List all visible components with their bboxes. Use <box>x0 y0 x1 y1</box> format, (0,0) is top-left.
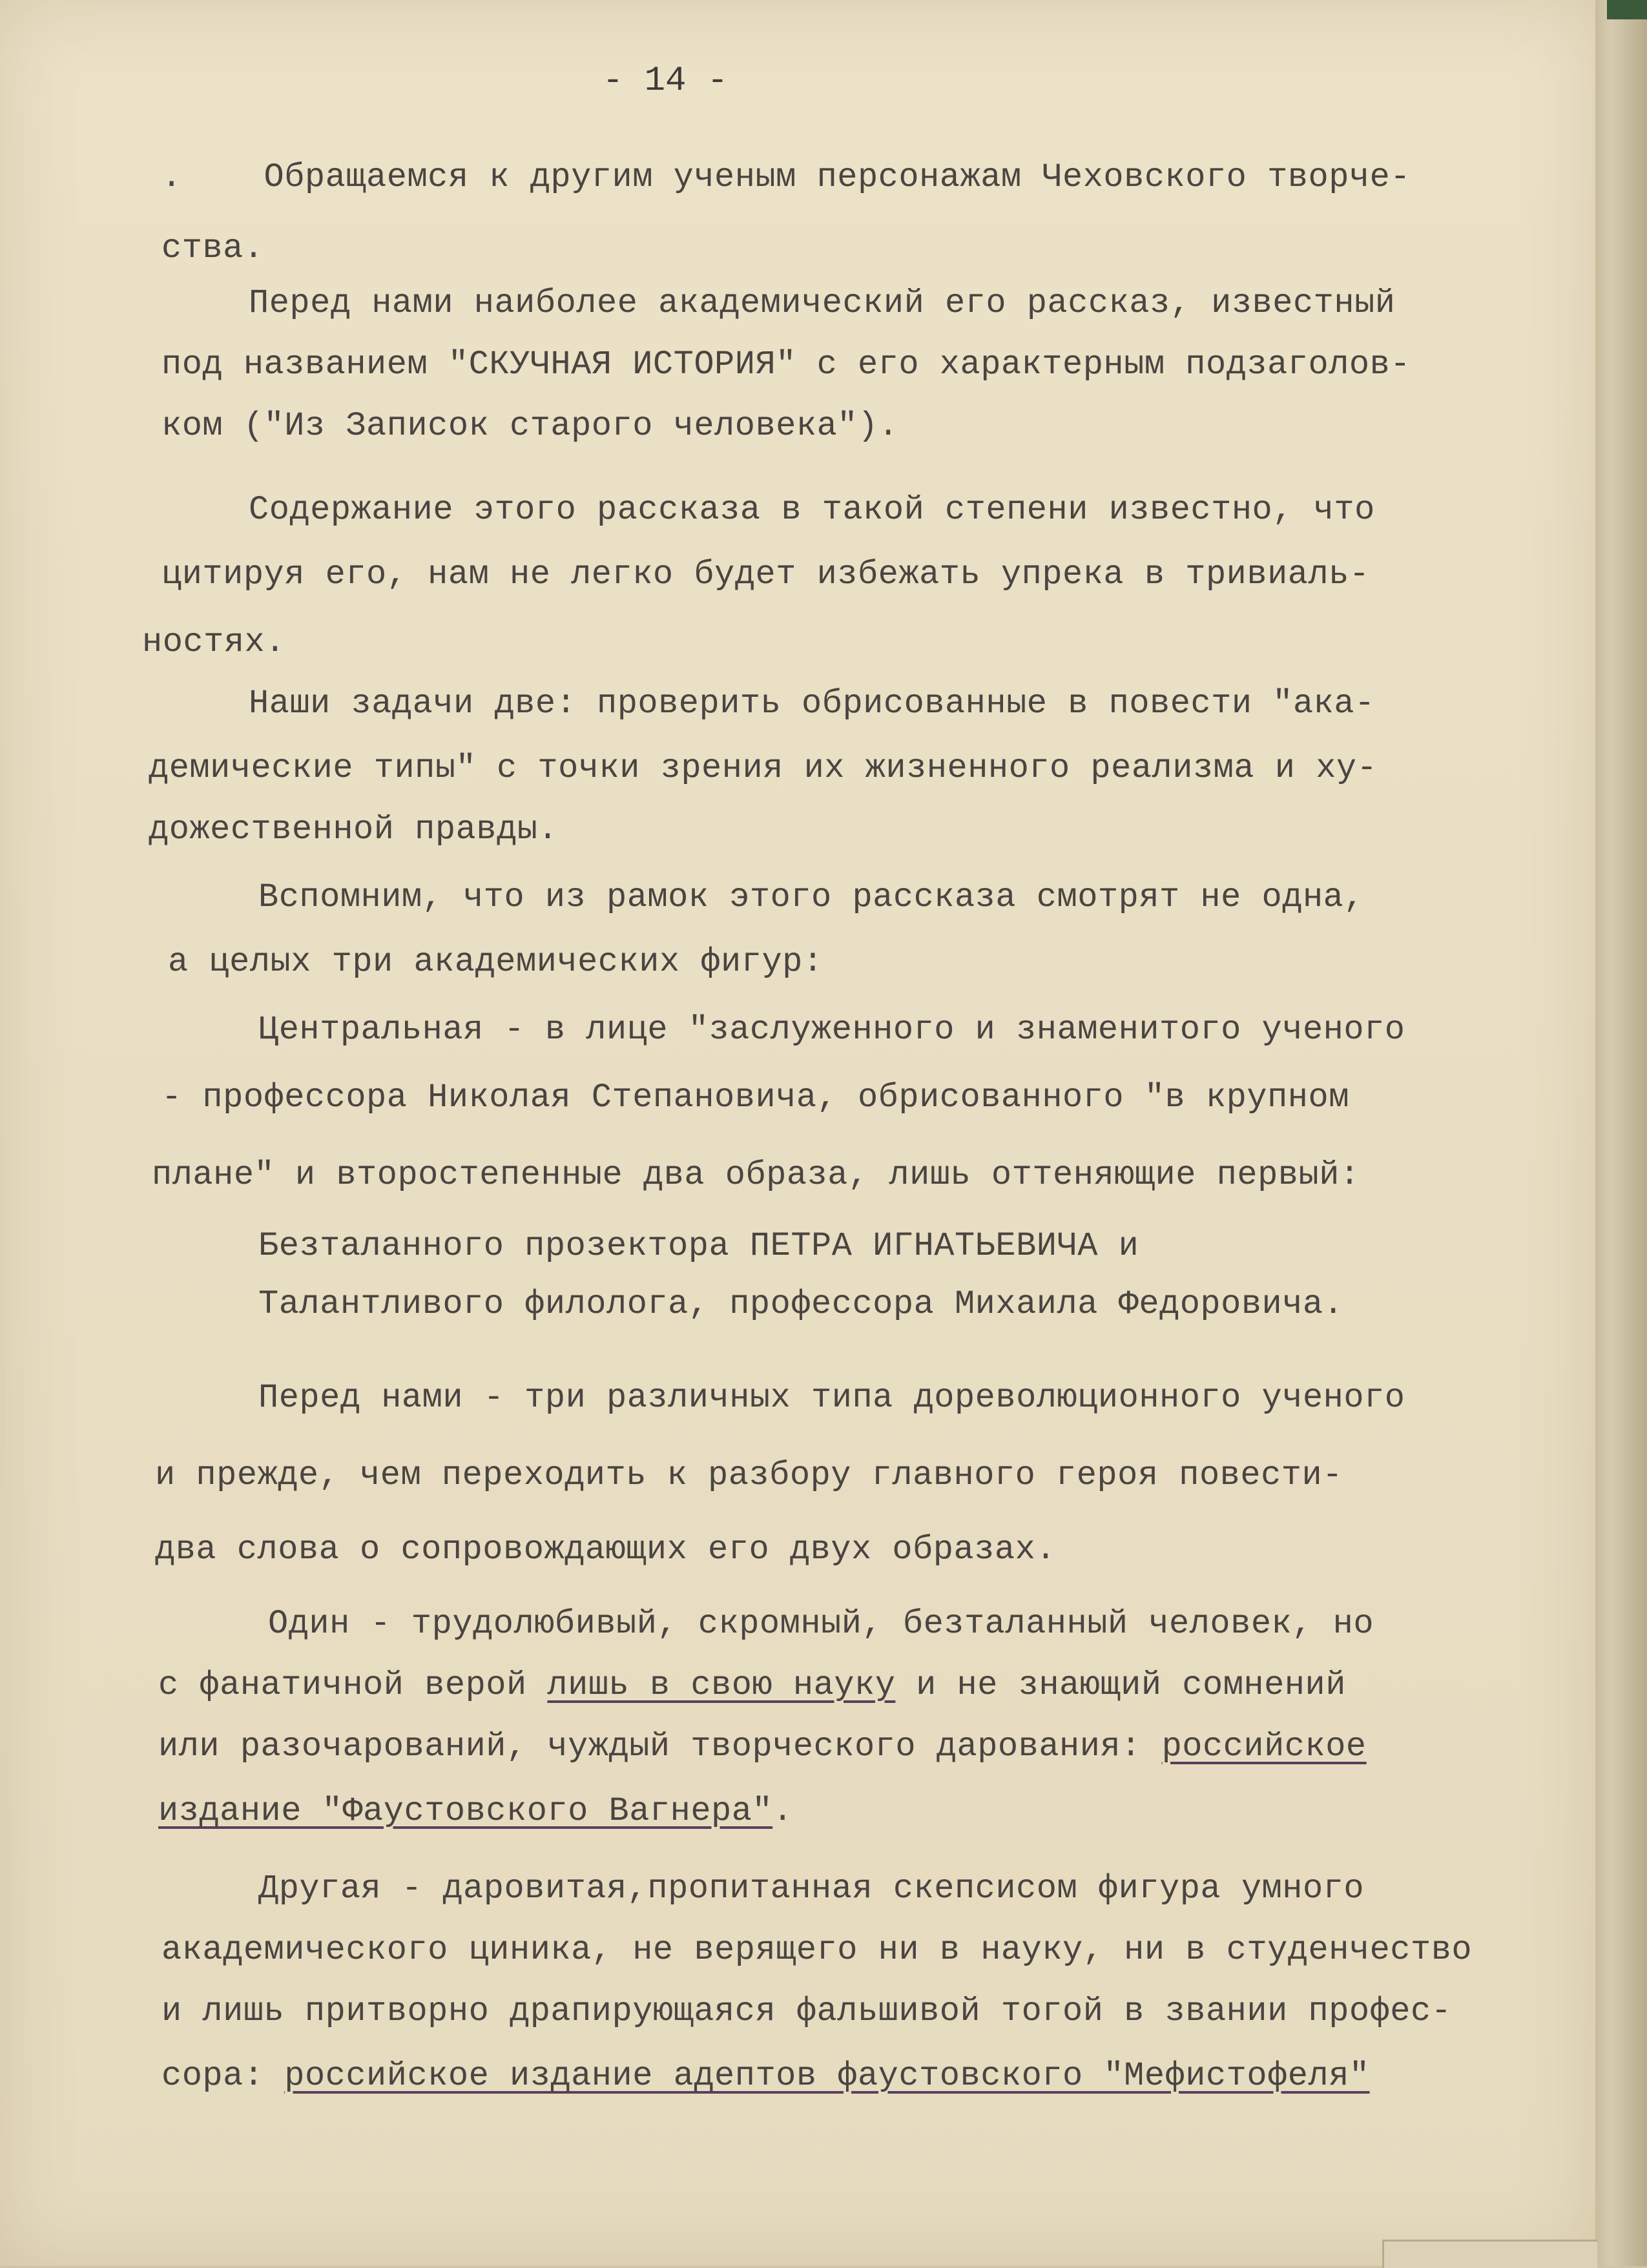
line-segment: Наши задачи две: проверить обрисованные в повести "ака- <box>249 685 1375 723</box>
text-line <box>168 943 824 981</box>
line-segment: Перед нами - три различных типа дореволюционного ученого <box>258 1379 1405 1417</box>
line-segment: Один - трудолюбивый, скромный, безталанный человек, но <box>268 1605 1374 1643</box>
text-line <box>258 1227 1139 1265</box>
line-segment: Перед нами наиболее академический его рассказ, известный <box>249 284 1396 322</box>
text-line <box>249 284 1395 322</box>
text-line <box>152 1156 1360 1194</box>
text-line <box>161 555 1370 593</box>
line-segment: под названием "СКУЧНАЯ ИСТОРИЯ" с его характерным подзаголов- <box>161 345 1411 384</box>
line-segment: и не знающий сомнений <box>895 1666 1346 1704</box>
line-segment: Талантливого филолога, профессора Михаила Федоровича. <box>258 1285 1344 1323</box>
text-line <box>161 345 1411 384</box>
archive-stamp <box>1382 2240 1597 2268</box>
text-line <box>149 810 558 849</box>
line-segment: демические типы" с точки зрения их жизненного реализма и ху- <box>149 749 1378 787</box>
underlined-text: российское <box>1161 1727 1367 1766</box>
line-segment: плане" и второстепенные два образа, лишь оттеняющие первый: <box>152 1156 1360 1194</box>
text-line <box>161 1992 1451 2030</box>
text-line <box>258 1011 1405 1049</box>
line-segment: с фанатичной верой <box>158 1666 548 1704</box>
line-segment: Другая - даровитая,пропитанная скепсисом фигура умного <box>258 1870 1365 1908</box>
text-line <box>161 1078 1349 1117</box>
text-line <box>161 229 264 267</box>
text-line <box>258 1285 1343 1323</box>
underlined-text: лишь в свою науку <box>547 1666 896 1704</box>
line-segment: и прежде, чем переходить к разбору главного героя повести- <box>155 1456 1343 1494</box>
page-number: - 14 - <box>602 61 729 101</box>
line-segment: и лишь притворно драпирующаяся фальшивой тогой в звании профес- <box>161 1992 1452 2030</box>
line-segment: ностях. <box>142 623 285 661</box>
line-segment: - профессора Николая Степановича, обрисованного "в крупном <box>161 1078 1349 1117</box>
page-edge <box>1595 0 1647 2266</box>
text-line <box>158 1666 1346 1704</box>
text-line <box>161 407 898 445</box>
text-line <box>161 158 1411 196</box>
line-segment: цитируя его, нам не легко будет избежать упрека в тривиаль- <box>161 555 1370 593</box>
line-segment: ства. <box>161 229 264 267</box>
text-line <box>155 1531 1056 1569</box>
line-segment: . Обращаемся к другим ученым персонажам Чеховского творче- <box>161 158 1411 196</box>
underlined-text: российское издание адептов фаустовского "Мефистофеля" <box>284 2057 1370 2095</box>
binder-tab <box>1607 0 1647 19</box>
line-segment: Безталанного прозектора ПЕТРА ИГНАТЬЕВИЧА и <box>258 1227 1139 1265</box>
text-line <box>258 1379 1405 1417</box>
line-segment: сора: <box>161 2057 285 2095</box>
line-segment: . <box>772 1792 793 1830</box>
text-line <box>155 1456 1343 1494</box>
text-line <box>249 491 1375 529</box>
underlined-text: издание "Фаустовского Вагнера" <box>158 1792 773 1830</box>
line-segment: два слова о сопровождающих его двух образах. <box>155 1531 1057 1569</box>
text-line <box>161 2057 1370 2095</box>
text-line <box>268 1605 1374 1643</box>
line-segment: академического циника, не верящего ни в науку, ни в студенчество <box>161 1931 1473 1969</box>
text-line <box>149 749 1377 787</box>
text-line <box>258 1870 1364 1908</box>
line-segment: Содержание этого рассказа в такой степени известно, что <box>249 491 1375 529</box>
line-segment: а целых три академических фигур: <box>168 943 824 981</box>
text-line <box>258 878 1364 916</box>
text-line <box>158 1792 793 1830</box>
text-line <box>158 1727 1367 1766</box>
line-segment: или разочарований, чуждый творческого дарования: <box>158 1727 1162 1766</box>
text-line <box>161 1931 1472 1969</box>
line-segment: Центральная - в лице "заслуженного и знаменитого ученого <box>258 1011 1405 1049</box>
text-line <box>142 623 285 661</box>
line-segment: Вспомним, что из рамок этого рассказа смотрят не одна, <box>258 878 1365 916</box>
text-line <box>249 685 1375 723</box>
line-segment: ком ("Из Записок старого человека"). <box>161 407 899 445</box>
line-segment: дожественной правды. <box>149 810 559 849</box>
